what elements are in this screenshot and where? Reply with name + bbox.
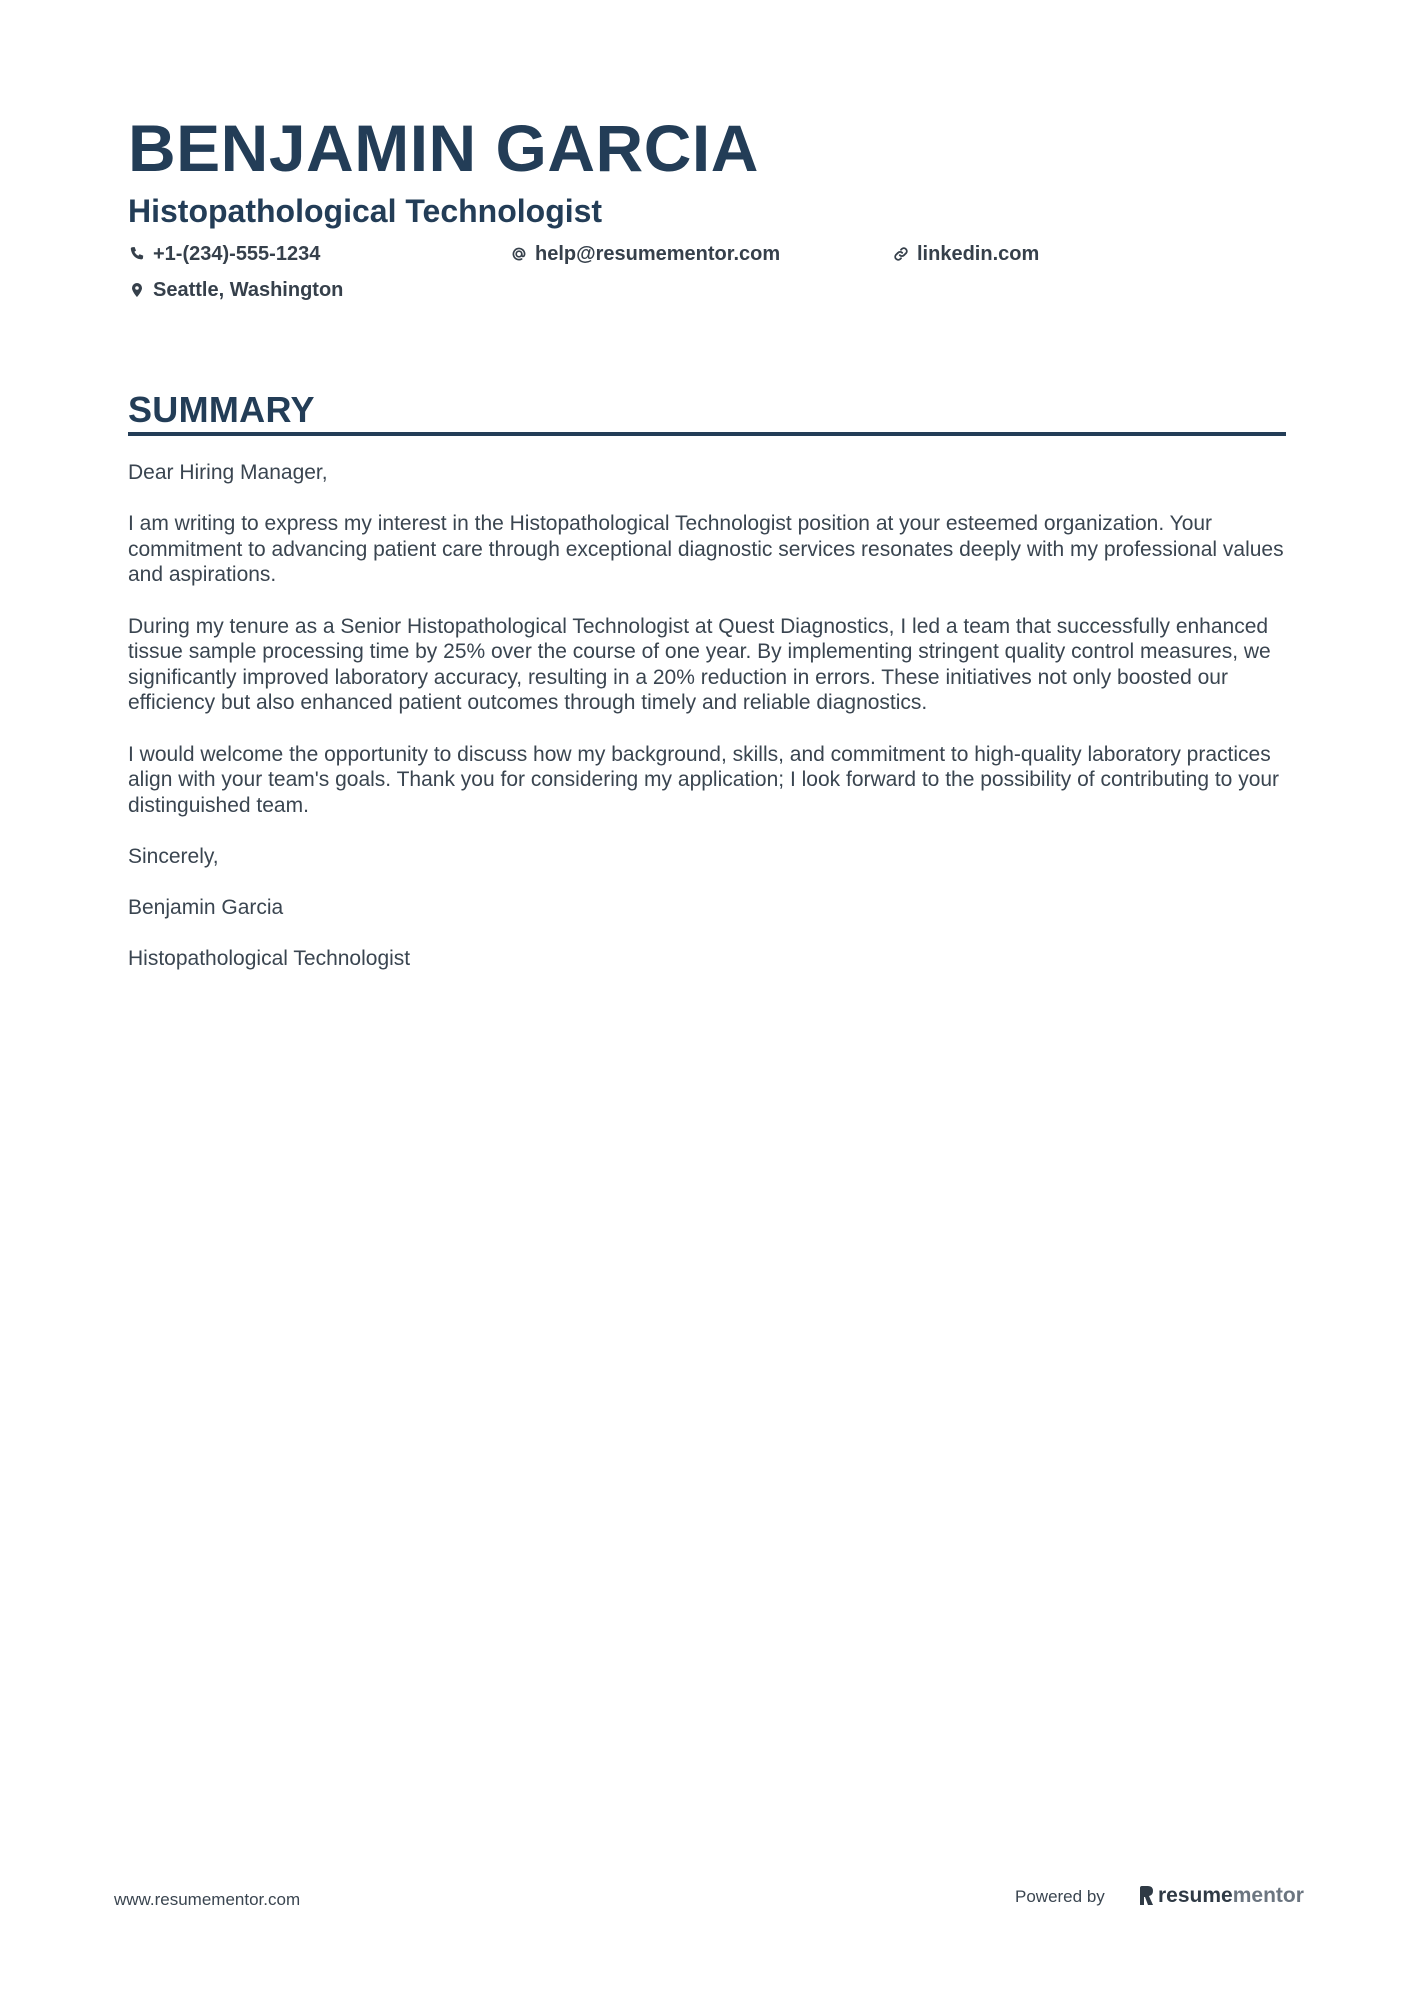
brand-logo[interactable] <box>1138 1882 1304 1910</box>
greeting: Dear Hiring Manager, <box>128 461 328 484</box>
contact-location <box>128 276 343 304</box>
section-divider <box>128 432 1286 436</box>
sign-off: Sincerely, <box>128 844 219 868</box>
summary-heading: SUMMARY <box>128 389 315 430</box>
location-text: Seattle, Washington <box>153 279 344 301</box>
contact-phone <box>128 240 320 268</box>
link-text[interactable]: linkedin.com <box>917 243 1040 265</box>
signature-title: Histopathological Technologist <box>128 947 411 971</box>
candidate-name: BENJAMIN GARCIA <box>128 111 759 185</box>
phone-text: +1-(234)-555-1234 <box>153 243 321 265</box>
job-title: Histopathological Technologist <box>128 193 603 229</box>
email-text[interactable]: help@resumementor.com <box>535 243 781 265</box>
phone-icon <box>128 245 146 263</box>
letter-body <box>128 460 1288 997</box>
contact-link[interactable] <box>892 240 1039 268</box>
paragraph-closing: I would welcome the opportunity to discuss how my background, skills, and commitment to high-quality laboratory practices align with your team's goals. Thank you for considering my application; I look forward to the possibility of contributing to your distinguished team. <box>128 742 1280 817</box>
at-sign-icon <box>510 245 528 263</box>
resumementor-logo-icon <box>1138 1885 1154 1907</box>
link-icon <box>892 245 910 263</box>
brand-part-mentor: mentor <box>1232 1884 1304 1907</box>
brand-part-resume: resume <box>1158 1884 1233 1907</box>
paragraph-experience: During my tenure as a Senior Histopathological Technologist at Quest Diagnostics, I led a team that successfully enhanced tissue sample processing time by 25% over the course of one year. By implementing stringent quality control measures, we significantly improved laboratory accuracy, resulting in a 20% reduction in errors. These initiatives not only boosted our efficiency but also enhanced patient outcomes through timely and reliable diagnostics. <box>128 614 1271 715</box>
signature-name: Benjamin Garcia <box>128 896 284 920</box>
footer-url[interactable]: www.resumementor.com <box>114 1890 301 1909</box>
paragraph-intro: I am writing to express my interest in the Histopathological Technologist position at your esteemed organization. Your commitment to advancing patient care through exceptional diagnostic services resonates deeply with my professional values and aspirations. <box>128 512 1284 587</box>
map-pin-icon <box>128 281 146 299</box>
contact-email[interactable] <box>510 240 780 268</box>
powered-by-label: Powered by <box>1015 1887 1105 1906</box>
